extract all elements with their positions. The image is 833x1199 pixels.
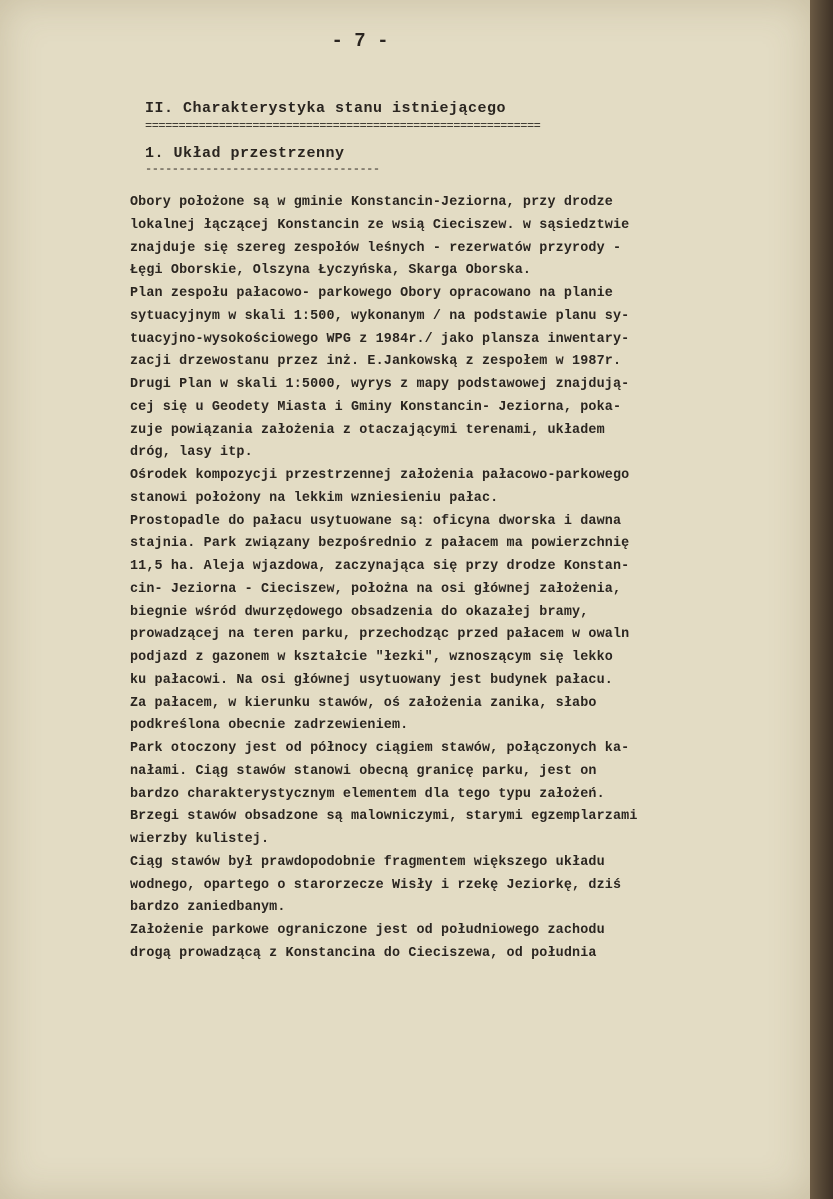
text-line: Brzegi stawów obsadzone są malowniczymi, starymi egzemplarzami <box>130 809 638 825</box>
text-line: bardzo zaniedbanym. <box>130 900 286 916</box>
text-line: Łęgi Oborskie, Olszyna Łyczyńska, Skarga Oborska. <box>130 263 532 279</box>
section-title-underline: =========================================================== <box>145 119 541 133</box>
text-line: zacji drzewostanu przez inż. E.Jankowską z zespołem w 1987r. <box>130 354 622 370</box>
text-line: Ciąg stawów był prawdopodobnie fragmentem większego układu <box>130 854 605 870</box>
text-line: wierzby kulistej. <box>130 832 270 847</box>
text-line: podkreślona obecnie zadrzewieniem. <box>130 718 409 734</box>
page-number: - 7 - <box>331 30 389 52</box>
text-line: Park otoczony jest od północy ciągiem stawów, połączonych ka- <box>130 741 630 756</box>
text-line: drogą prowadzącą z Konstancina do Cieciszewa, od południa <box>130 945 597 961</box>
text-line: podjazd z gazonem w kształcie "łezki", wznoszącym się lekko <box>130 650 613 665</box>
text-line: zuje powiązania założenia z otaczającymi terenami, układem <box>130 422 605 438</box>
text-line: tuacyjno-wysokościowego WPG z 1984r./ jako plansza inwentary- <box>130 331 630 347</box>
text-line: Drugi Plan w skali 1:5000, wyrys z mapy podstawowej znajdują- <box>130 377 630 392</box>
text-line: prowadzącej na teren parku, przechodząc przed pałacem w owaln <box>130 627 630 643</box>
text-line: znajduje się szereg zespołów leśnych - rezerwatów przyrody - <box>130 240 622 256</box>
section-title: II. Charakterystyka stanu istniejącego <box>145 100 507 117</box>
text-line: stanowi położony na lekkim wzniesieniu pałac. <box>130 490 499 506</box>
body-text <box>130 192 805 966</box>
text-line: 11,5 ha. Aleja wjazdowa, zaczynająca się przy drodze Konstan- <box>130 559 630 574</box>
text-line: Obory położone są w gminie Konstancin-Jeziorna, przy drodze <box>130 195 613 210</box>
page-edge <box>810 0 833 1199</box>
subsection-title-underline: ----------------------------------- <box>145 162 380 176</box>
subsection-title: 1. Układ przestrzenny <box>145 145 345 162</box>
text-line: Założenie parkowe ograniczone jest od południowego zachodu <box>130 923 605 938</box>
text-line: nałami. Ciąg stawów stanowi obecną granicę parku, jest on <box>130 763 597 779</box>
text-line: biegnie wśród dwurzędowego obsadzenia do okazałej bramy, <box>130 604 589 620</box>
text-line: lokalnej łączącej Konstancin ze wsią Cieciszew. w sąsiedztwie <box>130 217 630 233</box>
text-line: Ośrodek kompozycji przestrzennej założenia pałacowo-parkowego <box>130 468 630 483</box>
text-line: ku pałacowi. Na osi głównej usytuowany jest budynek pałacu. <box>130 672 613 688</box>
text-line: stajnia. Park związany bezpośrednio z pałacem ma powierzchnię <box>130 536 630 552</box>
text-line: bardzo charakterystycznym elementem dla tego typu założeń. <box>130 786 605 802</box>
text-line: cin- Jeziorna - Cieciszew, położna na osi głównej założenia, <box>130 581 622 597</box>
text-line: sytuacyjnym w skali 1:500, wykonanym / na podstawie planu sy- <box>130 308 630 324</box>
text-line: cej się u Geodety Miasta i Gminy Konstancin- Jeziorna, poka- <box>130 399 622 415</box>
text-line: Za pałacem, w kierunku stawów, oś założenia zanika, słabo <box>130 695 597 711</box>
text-line: Plan zespołu pałacowo- parkowego Obory opracowano na planie <box>130 286 613 301</box>
text-line: Prostopadle do pałacu usytuowane są: oficyna dworska i dawna <box>130 513 622 529</box>
text-line: wodnego, opartego o starorzecze Wisły i rzekę Jeziorkę, dziś <box>130 877 622 893</box>
text-line: dróg, lasy itp. <box>130 445 253 461</box>
